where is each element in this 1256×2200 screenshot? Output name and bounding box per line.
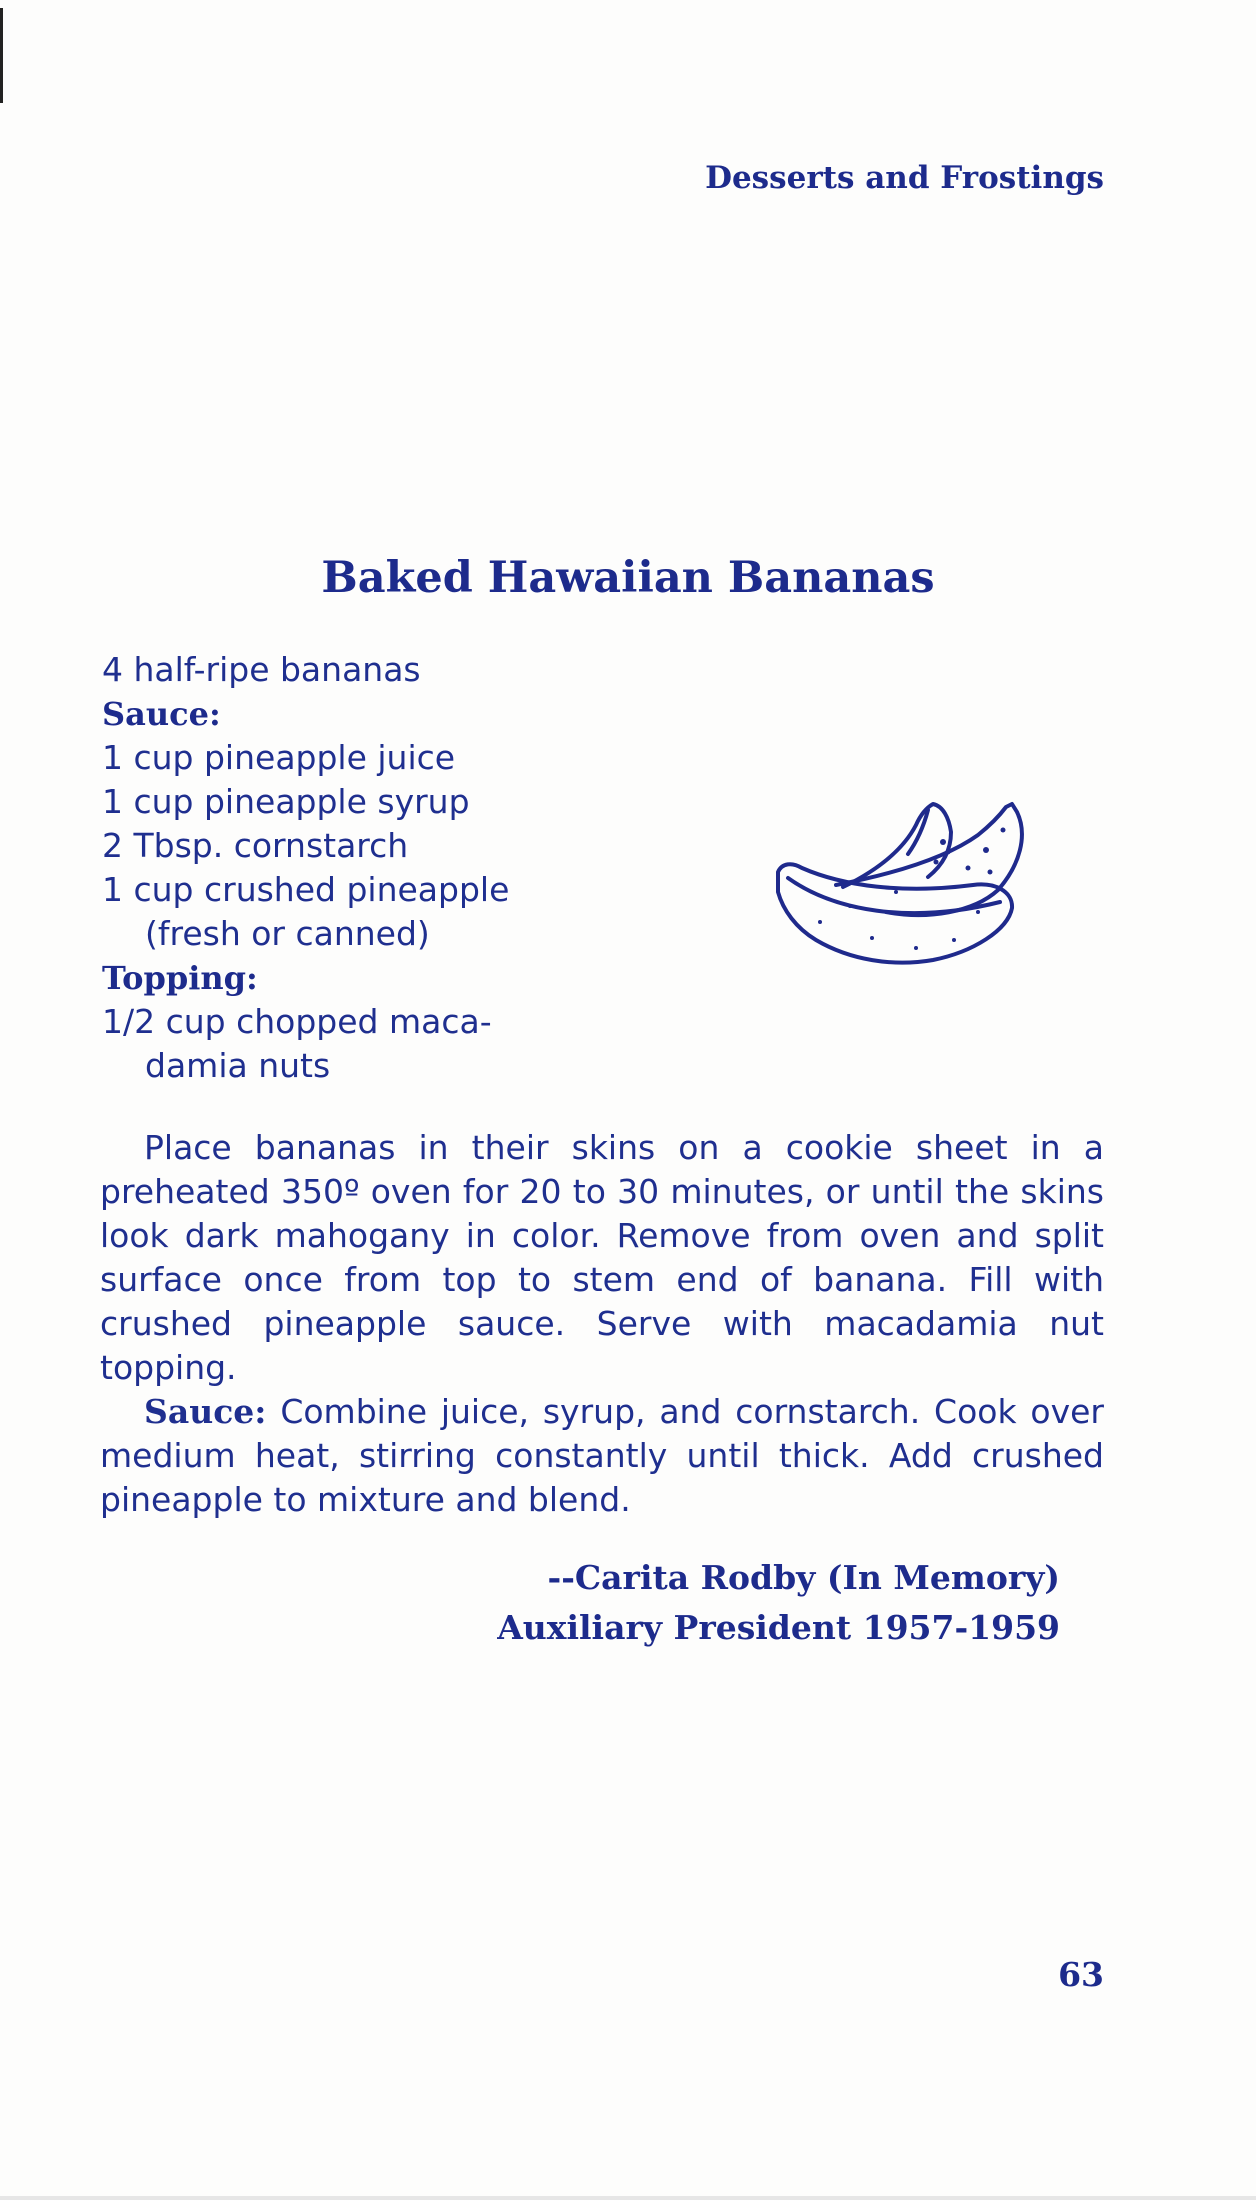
ingredient-line-continuation: (fresh or canned): [145, 914, 430, 953]
recipe-credit: [497, 1553, 1060, 1653]
sauce-label: Sauce:: [144, 1392, 267, 1431]
page-edge-mark: [0, 8, 3, 103]
ingredients-list: [102, 648, 662, 1088]
ingredient-line: 2 Tbsp. cornstarch: [102, 826, 409, 865]
sauce-directions-text: Combine juice, syrup, and cornstarch. Cook over medium heat, stirring constantly until thick. Add crushed pineapple to mixture and blend.: [100, 1392, 1104, 1519]
ingredient-line-continuation: damia nuts: [145, 1046, 331, 1085]
directions-paragraph: Place bananas in their skins on a cookie sheet in a preheated 350º oven for 20 to 30 minutes, or until the skins look dark mahogany in color. Remove from oven and split surface once from top to stem end of banana. Fill with crushed pineapple sauce. Serve with macadamia nut topping.: [100, 1128, 1104, 1387]
ingredient-line: 1 cup crushed pineapple: [102, 870, 510, 909]
recipe-directions: [100, 1126, 1104, 1522]
ingredient-line: 1 cup pineapple juice: [102, 738, 456, 777]
credit-role: Auxiliary President 1957-1959: [497, 1608, 1060, 1647]
sauce-directions-paragraph: [100, 1390, 1104, 1522]
page-number: 63: [1058, 1955, 1104, 1994]
page-bottom-edge: [0, 2196, 1256, 2200]
credit-name: --Carita Rodby (In Memory): [547, 1558, 1060, 1597]
recipe-title: Baked Hawaiian Bananas: [321, 553, 935, 603]
ingredient-section-heading: Topping:: [102, 959, 258, 997]
ingredient-line: 1 cup pineapple syrup: [102, 782, 470, 821]
ingredient-section-heading: Sauce:: [102, 695, 221, 733]
ingredient-line: 1/2 cup chopped maca-: [102, 1002, 492, 1041]
section-header: Desserts and Frostings: [705, 160, 1104, 196]
banana-icon: [768, 790, 1058, 985]
ingredient-line: 4 half-ripe bananas: [102, 650, 421, 689]
